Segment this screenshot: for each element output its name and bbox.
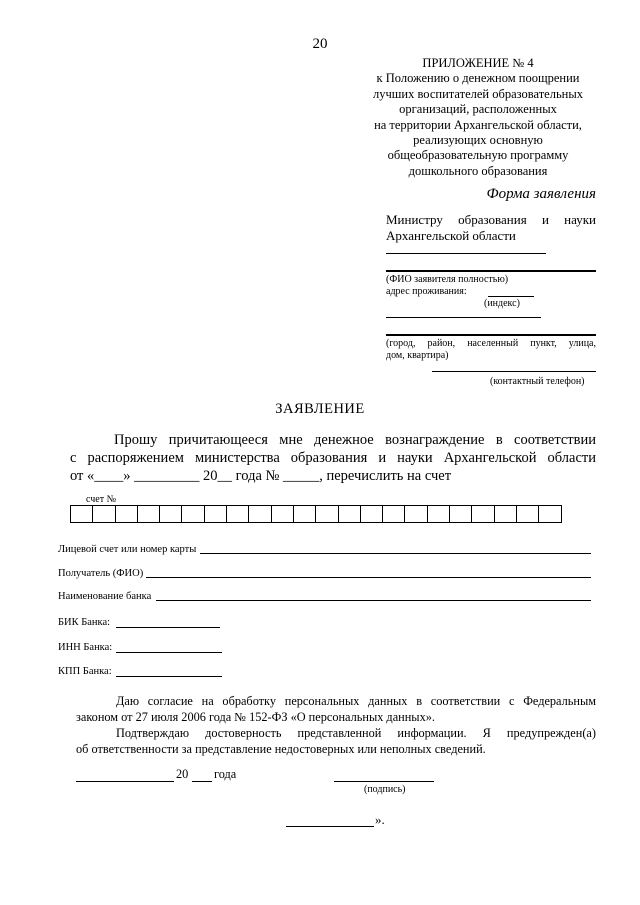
- account-digit-cell[interactable]: [427, 506, 449, 523]
- consent-line-4: об ответственности за представление недостоверных или неполных сведений.: [76, 742, 486, 756]
- consent-line-2: законом от 27 июля 2006 года № 152-ФЗ «О персональных данных».: [76, 710, 435, 724]
- account-digit-cell[interactable]: [182, 506, 204, 523]
- recipient-input-line[interactable]: [146, 577, 591, 578]
- address-caption-1: (город, район, населенный пункт, улица,: [386, 338, 596, 349]
- recipient-label: Получатель (ФИО): [58, 568, 144, 579]
- address-field-line[interactable]: [386, 317, 541, 318]
- account-digit-cell[interactable]: [227, 506, 249, 523]
- appendix-line: ПРИЛОЖЕНИЕ № 4: [422, 56, 534, 70]
- account-digit-cell[interactable]: [360, 506, 382, 523]
- account-digit-cell[interactable]: [249, 506, 271, 523]
- account-digit-cell[interactable]: [539, 506, 561, 523]
- appendix-line: организаций, расположенных: [399, 102, 557, 117]
- consent-line-3: Подтверждаю достоверность представленной информации. Я предупрежден(а): [116, 726, 596, 740]
- phone-caption: (контактный телефон): [490, 376, 585, 387]
- fio-caption: (ФИО заявителя полностью): [386, 274, 509, 285]
- appendix-line: на территории Архангельской области,: [374, 117, 582, 132]
- bik-input-line[interactable]: [116, 627, 220, 628]
- account-digit-cell[interactable]: [516, 506, 538, 523]
- account-digit-cell[interactable]: [137, 506, 159, 523]
- bank-input-line[interactable]: [156, 600, 591, 601]
- signature-caption: (подпись): [364, 784, 406, 795]
- appendix-line: общеобразовательную программу: [387, 148, 569, 163]
- addressee-line-2: Архангельской области: [386, 228, 516, 243]
- account-digit-cell[interactable]: [293, 506, 315, 523]
- closing-quote: ».: [375, 812, 385, 827]
- account-label: счет №: [86, 494, 117, 505]
- appendix-header: [352, 56, 604, 179]
- appendix-line: к Положению о денежном поощрении: [376, 71, 580, 86]
- account-digit-cell[interactable]: [450, 506, 472, 523]
- phone-field-line[interactable]: [432, 371, 596, 372]
- closing-field-line[interactable]: [286, 826, 374, 827]
- index-field-line[interactable]: [488, 296, 534, 297]
- year-prefix: 20: [176, 767, 189, 781]
- appendix-line: лучших воспитателей образовательных: [373, 86, 583, 101]
- account-digit-cell[interactable]: [383, 506, 405, 523]
- account-digit-cell[interactable]: [472, 506, 494, 523]
- page-number: 20: [312, 36, 328, 52]
- address-caption-2: дом, квартира): [386, 350, 449, 361]
- card-input-line[interactable]: [200, 553, 591, 554]
- bik-label: БИК Банка:: [58, 617, 111, 628]
- account-digit-cell[interactable]: [204, 506, 226, 523]
- document-title: ЗАЯВЛЕНИЕ: [275, 401, 365, 417]
- year-suffix: года: [214, 767, 237, 781]
- inn-input-line[interactable]: [116, 652, 222, 653]
- address-line[interactable]: [386, 334, 596, 336]
- addressee-underline: [386, 253, 546, 254]
- signature-field-line[interactable]: [334, 781, 434, 782]
- account-digit-cell[interactable]: [316, 506, 338, 523]
- kpp-input-line[interactable]: [116, 676, 222, 677]
- address-label: адрес проживания:: [386, 286, 467, 297]
- addressee-line-1: Министру образования и науки: [386, 212, 596, 227]
- fio-line[interactable]: [386, 270, 596, 272]
- inn-label: ИНН Банка:: [58, 642, 113, 653]
- year-field-line[interactable]: [192, 781, 212, 782]
- date-field-line[interactable]: [76, 781, 174, 782]
- appendix-line: реализующих основную: [413, 133, 543, 148]
- request-line-3: от «____» _________ 20__ года № _____, перечислить на счет: [70, 468, 452, 484]
- account-digit-cell[interactable]: [405, 506, 427, 523]
- kpp-label: КПП Банка:: [58, 666, 112, 677]
- account-digit-cell[interactable]: [494, 506, 516, 523]
- account-digit-cell[interactable]: [271, 506, 293, 523]
- form-name: Форма заявления: [486, 186, 596, 202]
- card-label: Лицевой счет или номер карты: [58, 544, 197, 555]
- consent-line-1: Даю согласие на обработку персональных данных в соответствии с Федеральным: [116, 694, 596, 708]
- account-digit-cell[interactable]: [338, 506, 360, 523]
- bank-label: Наименование банка: [58, 591, 152, 602]
- appendix-line: дошкольного образования: [408, 163, 548, 178]
- index-caption: (индекс): [484, 298, 520, 309]
- request-line-2: с распоряжением министерства образования и науки Архангельской области: [70, 450, 596, 466]
- account-digit-cell[interactable]: [71, 506, 93, 523]
- account-digit-cell[interactable]: [160, 506, 182, 523]
- request-line-1: Прошу причитающееся мне денежное вознаграждение в соответствии: [114, 432, 596, 448]
- account-digit-cell[interactable]: [115, 506, 137, 523]
- account-digit-cell[interactable]: [93, 506, 115, 523]
- account-number-grid[interactable]: [70, 505, 562, 523]
